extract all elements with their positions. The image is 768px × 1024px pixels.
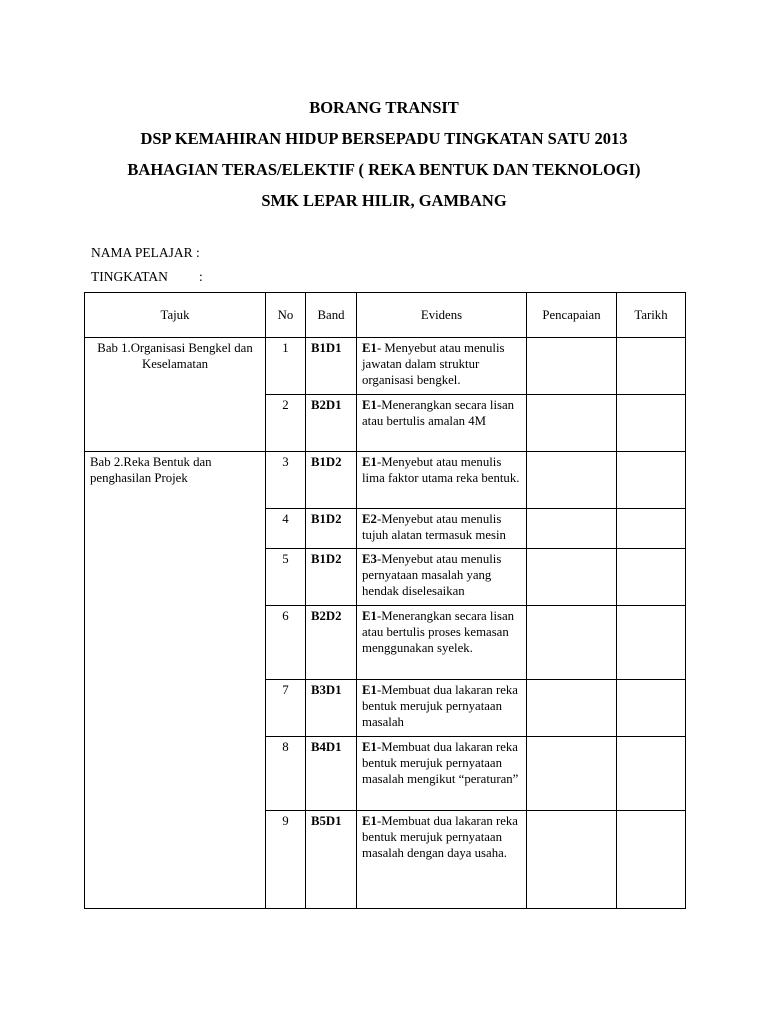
row-number: 4 bbox=[266, 509, 306, 549]
band-code: B3D1 bbox=[306, 680, 357, 737]
band-code: B2D2 bbox=[306, 606, 357, 680]
evidence-code: E1 bbox=[362, 398, 377, 412]
date-cell[interactable] bbox=[617, 509, 686, 549]
date-cell[interactable] bbox=[617, 395, 686, 452]
row-number: 7 bbox=[266, 680, 306, 737]
evidence-cell bbox=[357, 737, 527, 811]
date-cell[interactable] bbox=[617, 737, 686, 811]
evidence-cell bbox=[357, 338, 527, 395]
date-cell[interactable] bbox=[617, 606, 686, 680]
row-number: 1 bbox=[266, 338, 306, 395]
evidence-text: -Menyebut atau menulis pernyataan masalah yang hendak diselesaikan bbox=[362, 552, 502, 598]
evidence-code: E1 bbox=[362, 455, 377, 469]
evidence-table bbox=[84, 292, 686, 909]
evidence-code: E3 bbox=[362, 552, 377, 566]
form-level-colon: : bbox=[199, 269, 203, 284]
row-number: 3 bbox=[266, 452, 306, 509]
date-cell[interactable] bbox=[617, 549, 686, 606]
row-number: 8 bbox=[266, 737, 306, 811]
row-number: 9 bbox=[266, 811, 306, 909]
evidence-code: E1 bbox=[362, 683, 377, 697]
chapter-cell: Bab 2.Reka Bentuk dan penghasilan Projek bbox=[85, 452, 266, 909]
evidence-cell bbox=[357, 509, 527, 549]
achievement-cell[interactable] bbox=[527, 452, 617, 509]
band-code: B5D1 bbox=[306, 811, 357, 909]
header-pencapaian: Pencapaian bbox=[527, 293, 617, 338]
band-code: B1D2 bbox=[306, 509, 357, 549]
header-tajuk: Tajuk bbox=[85, 293, 266, 338]
evidence-cell bbox=[357, 452, 527, 509]
band-code: B1D2 bbox=[306, 549, 357, 606]
header-band: Band bbox=[306, 293, 357, 338]
table-row bbox=[85, 338, 686, 395]
achievement-cell[interactable] bbox=[527, 549, 617, 606]
evidence-text: -Menyebut atau menulis lima faktor utama reka bentuk. bbox=[362, 455, 520, 485]
form-title: BORANG TRANSIT bbox=[309, 98, 459, 117]
date-cell[interactable] bbox=[617, 680, 686, 737]
date-cell[interactable] bbox=[617, 452, 686, 509]
section-title: BAHAGIAN TERAS/ELEKTIF ( REKA BENTUK DAN TEKNOLOGI) bbox=[127, 160, 641, 179]
evidence-cell bbox=[357, 811, 527, 909]
row-number: 6 bbox=[266, 606, 306, 680]
evidence-text: -Menerangkan secara lisan atau bertulis proses kemasan menggunakan syelek. bbox=[362, 609, 515, 655]
school-title: SMK LEPAR HILIR, GAMBANG bbox=[261, 191, 507, 210]
student-name-row bbox=[91, 241, 203, 265]
achievement-cell[interactable] bbox=[527, 606, 617, 680]
student-info bbox=[91, 241, 203, 289]
table-header-row bbox=[85, 293, 686, 338]
evidence-cell bbox=[357, 606, 527, 680]
achievement-cell[interactable] bbox=[527, 509, 617, 549]
program-title: DSP KEMAHIRAN HIDUP BERSEPADU TINGKATAN SATU 2013 bbox=[140, 129, 628, 148]
evidence-cell bbox=[357, 395, 527, 452]
table-row bbox=[85, 452, 686, 509]
header-no: No bbox=[266, 293, 306, 338]
evidence-text: -Menerangkan secara lisan atau bertulis amalan 4M bbox=[362, 398, 515, 428]
date-cell[interactable] bbox=[617, 811, 686, 909]
evidence-text: -Membuat dua lakaran reka bentuk merujuk pernyataan masalah mengikut “peraturan” bbox=[362, 740, 519, 786]
band-code: B2D1 bbox=[306, 395, 357, 452]
evidence-code: E2 bbox=[362, 512, 377, 526]
achievement-cell[interactable] bbox=[527, 395, 617, 452]
date-cell[interactable] bbox=[617, 338, 686, 395]
document-header bbox=[0, 92, 768, 216]
evidence-code: E1 bbox=[362, 814, 377, 828]
evidence-text: -Menyebut atau menulis tujuh alatan termasuk mesin bbox=[362, 512, 506, 542]
row-number: 2 bbox=[266, 395, 306, 452]
achievement-cell[interactable] bbox=[527, 680, 617, 737]
chapter-cell: Bab 1.Organisasi Bengkel dan Keselamatan bbox=[85, 338, 266, 452]
band-code: B4D1 bbox=[306, 737, 357, 811]
form-level-label: TINGKATAN bbox=[91, 269, 168, 284]
band-code: B1D2 bbox=[306, 452, 357, 509]
header-tarikh: Tarikh bbox=[617, 293, 686, 338]
evidence-text: -Membuat dua lakaran reka bentuk merujuk pernyataan masalah dengan daya usaha. bbox=[362, 814, 518, 860]
evidence-code: E1 bbox=[362, 609, 377, 623]
form-level-row bbox=[91, 265, 203, 289]
achievement-cell[interactable] bbox=[527, 737, 617, 811]
band-code: B1D1 bbox=[306, 338, 357, 395]
achievement-cell[interactable] bbox=[527, 811, 617, 909]
header-evidens: Evidens bbox=[357, 293, 527, 338]
evidence-cell bbox=[357, 680, 527, 737]
evidence-text: -Membuat dua lakaran reka bentuk merujuk pernyataan masalah bbox=[362, 683, 518, 729]
evidence-text: - Menyebut atau menulis jawatan dalam struktur organisasi bengkel. bbox=[362, 341, 505, 387]
achievement-cell[interactable] bbox=[527, 338, 617, 395]
student-name-label: NAMA PELAJAR : bbox=[91, 245, 200, 260]
evidence-cell bbox=[357, 549, 527, 606]
evidence-code: E1 bbox=[362, 740, 377, 754]
row-number: 5 bbox=[266, 549, 306, 606]
evidence-code: E1 bbox=[362, 341, 377, 355]
